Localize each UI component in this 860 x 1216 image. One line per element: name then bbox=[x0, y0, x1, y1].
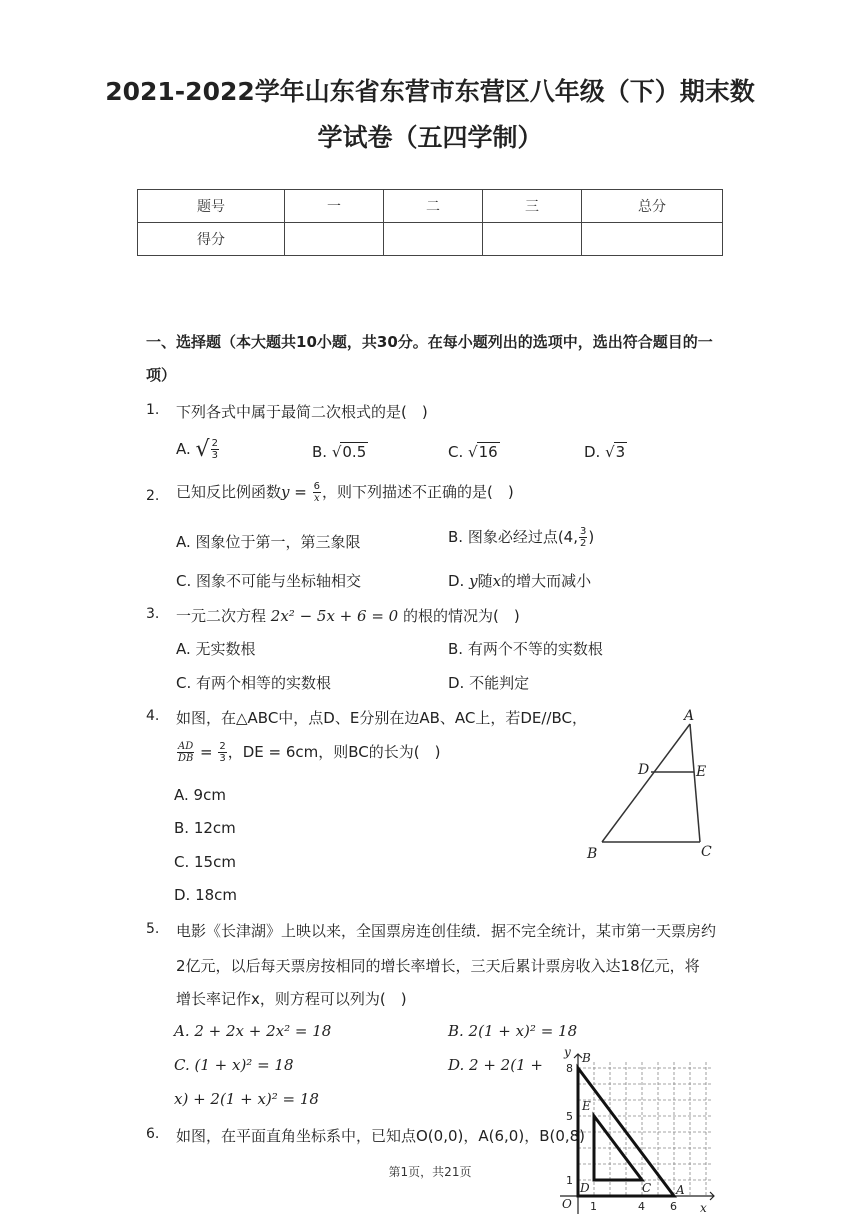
q2-option-d: D. y随x的增大而减小 bbox=[448, 572, 592, 590]
score-table bbox=[137, 189, 723, 256]
score-table-header-row bbox=[138, 190, 723, 223]
exam-title-line2: 学试卷（五四学制） bbox=[317, 123, 543, 152]
q4-option-d: D. 18cm bbox=[174, 886, 238, 904]
q2-option-a: A. 图象位于第一，第三象限 bbox=[176, 533, 361, 551]
q4-stem-line2: $\frac{AD}{DB}$ = $\frac{2}{3}$ ，DE = 6cm，则BC的长为( ) bbox=[177, 741, 441, 764]
q5-line1: 电影《长津湖》上映以来，全国票房连创佳绩．据不完全统计，某市第一天票房约 bbox=[176, 922, 717, 940]
score-cell bbox=[384, 223, 483, 256]
q5-option-d: D. 2 + 2(1 + bbox=[448, 1056, 543, 1074]
section-heading-line1: 一、选择题（本大题共10小题，共30分。在每小题列出的选项中，选出符合题目的一 bbox=[146, 333, 713, 351]
label-e: E bbox=[696, 764, 707, 780]
q4-option-a: A. 9cm bbox=[174, 786, 226, 804]
q3-option-c: C. 有两个相等的实数根 bbox=[176, 674, 332, 692]
q5-option-d-continued: x) + 2(1 + x)² = 18 bbox=[174, 1090, 319, 1108]
score-header-cell: 二 bbox=[384, 190, 483, 223]
q4-triangle-figure bbox=[580, 700, 720, 870]
q2-number: 2. bbox=[146, 488, 160, 504]
q2-option-c: C. 图象不可能与坐标轴相交 bbox=[176, 572, 362, 590]
q6-stem: 如图，在平面直角坐标系中，已知点O(0,0)，A(6,0)，B(0,8) bbox=[176, 1127, 586, 1145]
tick-4: 4 bbox=[638, 1200, 645, 1213]
tick-8: 8 bbox=[566, 1062, 573, 1075]
label-b: B bbox=[582, 1051, 591, 1065]
tick-1-x: 1 bbox=[590, 1200, 597, 1213]
q4-option-b: B. 12cm bbox=[174, 819, 236, 837]
q5-number: 5. bbox=[146, 921, 160, 937]
q5-line3: 增长率记作x，则方程可以列为( ) bbox=[176, 990, 407, 1008]
q6-coordinate-figure bbox=[552, 1042, 722, 1216]
q1-stem: 下列各式中属于最简二次根式的是( ) bbox=[176, 403, 428, 421]
exam-title-line1: 2021-2022学年山东省东营市东营区八年级（下）期末数 bbox=[105, 77, 755, 106]
q5-option-a: A. 2 + 2x + 2x² = 18 bbox=[174, 1022, 332, 1040]
q3-option-d: D. 不能判定 bbox=[448, 674, 530, 692]
label-a: A bbox=[676, 1183, 685, 1197]
q4-stem-line1: 如图，在△ABC中，点D、E分别在边AB、AC上，若DE//BC， bbox=[176, 709, 587, 727]
score-header-cell: 题号 bbox=[138, 190, 285, 223]
q3-number: 3. bbox=[146, 606, 160, 622]
q5-line2: 2亿元，以后每天票房按相同的增长率增长，三天后累计票房收入达18亿元，将 bbox=[176, 957, 700, 975]
score-cell bbox=[582, 223, 723, 256]
q3-option-b: B. 有两个不等的实数根 bbox=[448, 640, 603, 658]
section-heading-line2: 项） bbox=[146, 366, 177, 384]
label-x-axis: x bbox=[700, 1201, 707, 1215]
q2-option-b: B. 图象必经过点(4, $\frac{3}{2}$ ) bbox=[448, 526, 595, 549]
page-footer: 第1页，共21页 bbox=[388, 1165, 472, 1179]
tick-1-y: 1 bbox=[566, 1174, 573, 1187]
label-c: C bbox=[642, 1181, 652, 1195]
score-header-cell: 总分 bbox=[582, 190, 723, 223]
side-ac bbox=[690, 724, 700, 842]
score-header-cell: 一 bbox=[285, 190, 384, 223]
label-y-axis: y bbox=[564, 1045, 571, 1059]
q1-number: 1. bbox=[146, 402, 160, 418]
q3-option-a: A. 无实数根 bbox=[176, 640, 256, 658]
side-ab bbox=[602, 724, 690, 842]
score-header-cell: 三 bbox=[483, 190, 582, 223]
q5-option-b: B. 2(1 + x)² = 18 bbox=[448, 1022, 578, 1040]
q6-number: 6. bbox=[146, 1126, 160, 1142]
score-table-score-row bbox=[138, 223, 723, 256]
q4-option-c: C. 15cm bbox=[174, 853, 236, 871]
label-d: D bbox=[580, 1181, 590, 1195]
score-cell bbox=[483, 223, 582, 256]
section-heading bbox=[146, 326, 726, 392]
label-origin: O bbox=[562, 1197, 572, 1211]
q1-option-a: A. √ $\frac{2}{3}$ bbox=[176, 437, 218, 462]
label-d: D bbox=[638, 762, 650, 778]
q3-stem: 一元二次方程 2x² − 5x + 6 = 0 的根的情况为( ) bbox=[176, 607, 520, 625]
label-e: E bbox=[582, 1099, 591, 1113]
label-c: C bbox=[701, 844, 712, 860]
label-b: B bbox=[587, 846, 598, 862]
q4-number: 4. bbox=[146, 708, 160, 724]
q1-option-d: D. √3 bbox=[584, 443, 626, 461]
tick-5: 5 bbox=[566, 1110, 573, 1123]
q2-stem: 已知反比例函数y = $\frac{6}{x}$ ，则下列描述不正确的是( ) bbox=[176, 481, 514, 504]
tick-6: 6 bbox=[670, 1200, 677, 1213]
score-cell bbox=[285, 223, 384, 256]
q1-option-b: B. √0.5 bbox=[312, 443, 367, 461]
q1-option-c: C. √16 bbox=[448, 443, 498, 461]
label-a: A bbox=[684, 708, 695, 724]
score-row-label: 得分 bbox=[138, 223, 285, 256]
q5-option-c: C. (1 + x)² = 18 bbox=[174, 1056, 294, 1074]
